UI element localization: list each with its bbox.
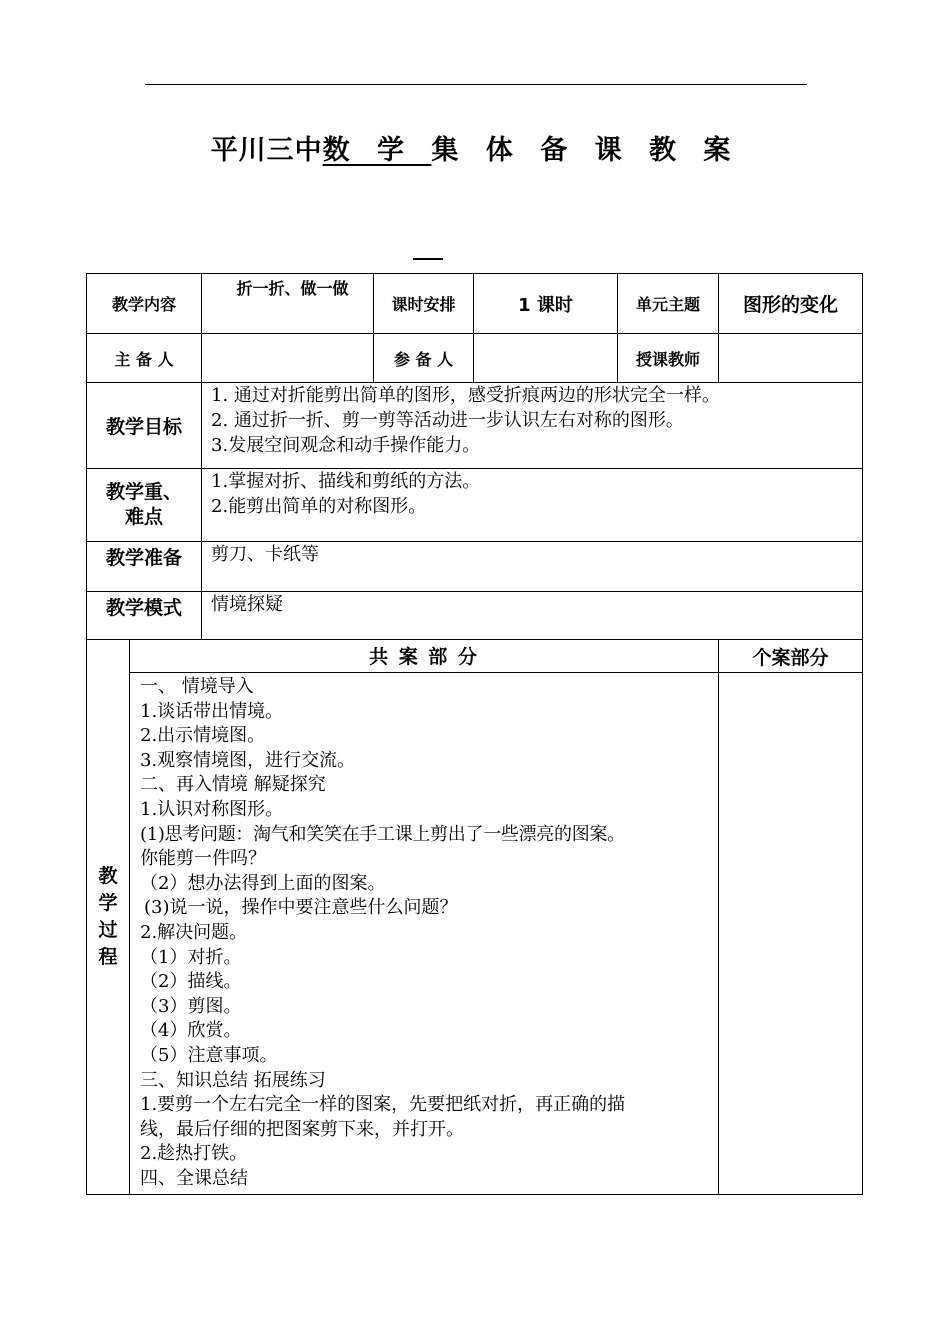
objective-line: 3.发展空间观念和动手操作能力。 bbox=[211, 435, 481, 456]
process-line: 2.出示情境图。 bbox=[140, 725, 266, 747]
row-objectives bbox=[87, 383, 863, 469]
key-points-label-line: 教学重、 bbox=[106, 481, 183, 503]
process-label bbox=[97, 863, 119, 971]
process-line: 3.观察情境图，进行交流。 bbox=[140, 749, 356, 771]
unit-label: 单元主题 bbox=[618, 274, 719, 334]
teacher-label: 授课教师 bbox=[618, 334, 719, 383]
objective-line: 1. 通过对折能剪出简单的图形，感受折痕两边的形状完全一样。 bbox=[211, 385, 720, 406]
key-point-line: 1.掌握对折、描线和剪纸的方法。 bbox=[211, 471, 481, 492]
participants-value bbox=[474, 334, 618, 383]
objective-line: 2. 通过折一折、剪一剪等活动进一步认识左右对称的图形。 bbox=[211, 410, 684, 431]
process-line: 四、全课总结 bbox=[140, 1167, 248, 1189]
individual-section-header: 个案部分 bbox=[719, 640, 863, 673]
process-line: (1)思考问题：淘气和笑笑在手工课上剪出了一些漂亮的图案。 bbox=[140, 823, 625, 845]
lead-preparer-value bbox=[202, 334, 374, 383]
participants-label: 参 备 人 bbox=[374, 334, 474, 383]
header-rule bbox=[145, 84, 807, 85]
objectives-content bbox=[202, 383, 863, 469]
process-line: （3）剪图。 bbox=[140, 995, 242, 1017]
process-label-cell bbox=[87, 640, 130, 1195]
key-points-content bbox=[202, 469, 863, 542]
process-line: 一、 情境导入 bbox=[140, 676, 254, 697]
title-suffix: 集 体 备 课 教 案 bbox=[431, 135, 740, 166]
process-line: 1.要剪一个左右完全一样的图案，先要把纸对折，再正确的描 bbox=[140, 1094, 626, 1116]
row-process-body bbox=[87, 673, 863, 1195]
process-line: 2.趁热打铁。 bbox=[140, 1143, 248, 1165]
schedule-value: 1 课时 bbox=[474, 274, 618, 334]
process-line: (3)说一说，操作中要注意些什么问题？ bbox=[144, 897, 458, 919]
objectives-label: 教学目标 bbox=[87, 383, 202, 469]
key-point-line: 2.能剪出简单的对称图形。 bbox=[211, 496, 427, 517]
row-preparation bbox=[87, 542, 863, 592]
process-line: 三、知识总结 拓展练习 bbox=[140, 1069, 326, 1091]
process-line: （5）注意事项。 bbox=[140, 1044, 278, 1066]
process-line: 1.认识对称图形。 bbox=[140, 798, 284, 820]
preparation-value: 剪刀、卡纸等 bbox=[202, 542, 863, 592]
content-value: 折一折、做一做 bbox=[202, 274, 374, 334]
preparation-label: 教学准备 bbox=[87, 542, 202, 592]
mode-value: 情境探疑 bbox=[202, 592, 863, 640]
row-basic-info bbox=[87, 274, 863, 334]
process-label-char: 教 bbox=[98, 865, 118, 887]
mode-label: 教学模式 bbox=[87, 592, 202, 640]
schedule-label: 课时安排 bbox=[374, 274, 474, 334]
row-process-header bbox=[87, 640, 863, 673]
process-line: （2）想办法得到上面的图案。 bbox=[140, 872, 386, 894]
lead-preparer-label: 主 备 人 bbox=[87, 334, 202, 383]
process-line: 你能剪一件吗？ bbox=[140, 848, 266, 870]
content-label: 教学内容 bbox=[87, 274, 202, 334]
process-line: （4）欣赏。 bbox=[140, 1020, 242, 1042]
process-label-char: 学 bbox=[98, 892, 118, 914]
process-line: 二、再入情境 解疑探究 bbox=[140, 774, 326, 796]
process-line: （2）描线。 bbox=[140, 971, 242, 993]
shared-section-header: 共 案 部 分 bbox=[130, 640, 719, 673]
shared-section-content bbox=[130, 673, 719, 1195]
process-line: （1）对折。 bbox=[140, 946, 242, 968]
process-label-char: 程 bbox=[98, 946, 118, 968]
process-line: 1.谈话带出情境。 bbox=[140, 700, 284, 722]
process-line: 线，最后仔细的把图案剪下来，并打开。 bbox=[140, 1118, 464, 1140]
key-points-label bbox=[87, 469, 202, 542]
title-underline-mark bbox=[413, 258, 443, 260]
unit-value: 图形的变化 bbox=[719, 274, 863, 334]
title-school: 平川三中 bbox=[210, 135, 323, 166]
row-key-points bbox=[87, 469, 863, 542]
document-title bbox=[0, 128, 950, 167]
process-label-char: 过 bbox=[98, 919, 118, 941]
row-mode bbox=[87, 592, 863, 640]
process-line: 2.解决问题。 bbox=[140, 921, 248, 943]
key-points-label-line: 难点 bbox=[125, 506, 164, 528]
row-staff bbox=[87, 334, 863, 383]
teacher-value bbox=[719, 334, 863, 383]
individual-section-content bbox=[719, 673, 863, 1195]
title-subject: 数 学 bbox=[322, 135, 432, 166]
lesson-plan-table bbox=[86, 273, 863, 1195]
